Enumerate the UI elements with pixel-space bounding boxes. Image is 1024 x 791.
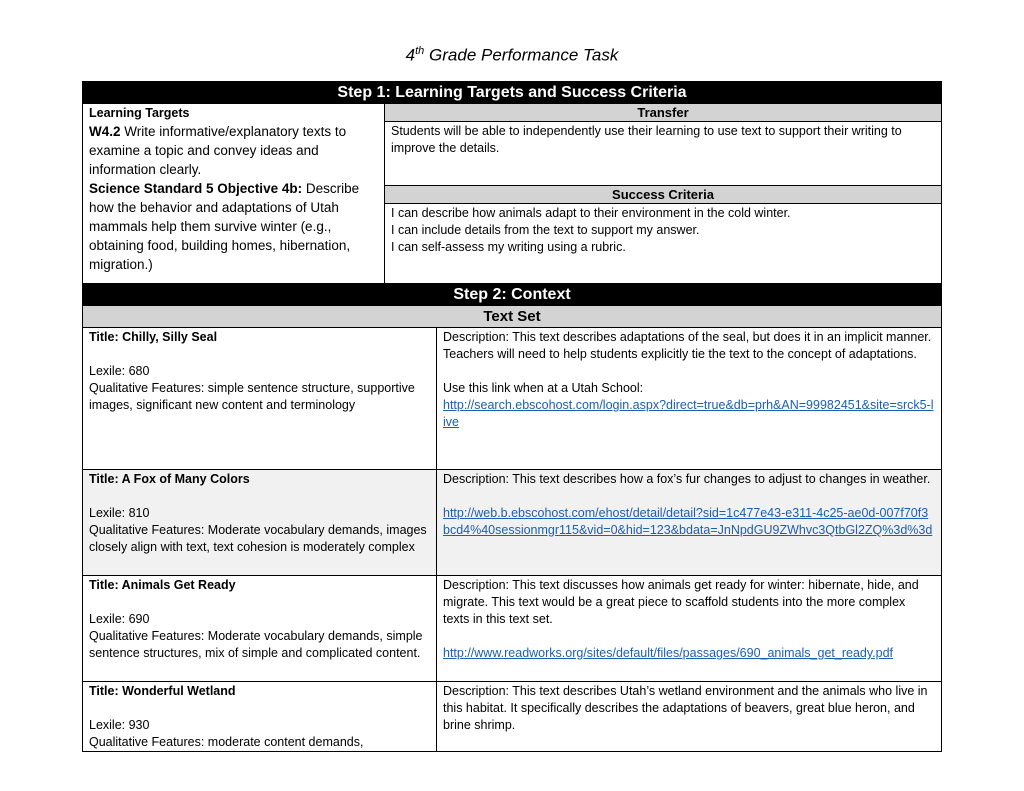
text-link[interactable]: http://web.b.ebscohost.com/ehost/detail/detail?sid=1c477e43-e311-4c25-ae0d-007f70f3bcd4%40sessionmgr115&vid=0&hid=123&bdata=JnNpdGU9ZWhvc3QtbGl2ZQ%3d%3d [443, 506, 933, 537]
table-row [83, 328, 942, 470]
text-qualitative: Qualitative Features: Moderate vocabulary demands, simple sentence structures, mix of simple and complicated content. [89, 629, 423, 660]
text-title: Title: Wonderful Wetland [89, 684, 236, 698]
success-criterion: I can describe how animals adapt to their environment in the cold winter. [391, 206, 791, 220]
document-title: 4th Grade Performance Task [405, 45, 619, 65]
performance-task-table [82, 81, 941, 752]
text-qualitative: Qualitative Features: Moderate vocabulary demands, images closely align with text, text cohesion is moderately complex [89, 523, 427, 554]
text-description-cell [437, 470, 942, 576]
text-title: Title: Animals Get Ready [89, 578, 236, 592]
text-title: Title: Chilly, Silly Seal [89, 330, 218, 344]
step2-header: Step 2: Context [83, 284, 942, 306]
text-info-cell [83, 328, 437, 470]
learning-targets-label: Learning Targets [89, 106, 190, 120]
learning-targets-cell [83, 104, 385, 284]
text-description-cell [437, 682, 942, 752]
step1-header: Step 1: Learning Targets and Success Criteria [83, 82, 942, 104]
text-title: Title: A Fox of Many Colors [89, 472, 250, 486]
table-row [83, 576, 942, 682]
text-lexile: Lexile: 810 [89, 506, 150, 520]
success-criteria-list [385, 204, 942, 284]
text-link[interactable]: http://search.ebscohost.com/login.aspx?direct=true&db=prh&AN=99982451&site=srck5-live [443, 398, 934, 429]
text-info-cell [83, 470, 437, 576]
text-lexile: Lexile: 680 [89, 364, 150, 378]
table-row [83, 682, 942, 752]
text-note: Use this link when at a Utah School: [443, 381, 644, 395]
success-criterion: I can self-assess my writing using a rubric. [391, 240, 626, 254]
success-criteria-header: Success Criteria [385, 186, 942, 204]
text-info-cell [83, 576, 437, 682]
text-description: Description: This text describes Utah’s wetland environment and the animals who live in this habitat. It specifically describes the adaptations of beavers, great blue heron, and brine shrimp. [443, 684, 928, 732]
w42-target: W4.2 Write informative/explanatory texts to examine a topic and convey ideas and information clearly. [89, 124, 347, 177]
text-qualitative: Qualitative Features: simple sentence structure, supportive images, significant new content and terminology [89, 381, 415, 412]
text-lexile: Lexile: 930 [89, 718, 150, 732]
text-set-header: Text Set [83, 306, 942, 328]
text-link[interactable]: http://www.readworks.org/sites/default/files/passages/690_animals_get_ready.pdf [443, 646, 894, 660]
text-description-cell [437, 328, 942, 470]
transfer-header: Transfer [385, 104, 942, 122]
science-standard-target: Science Standard 5 Objective 4b: Describe how the behavior and adaptations of Utah mammals help them survive winter (e.g., obtaining food, building homes, hibernation, migration.) [89, 181, 360, 272]
table-row [83, 470, 942, 576]
text-info-cell [83, 682, 437, 752]
transfer-text: Students will be able to independently use their learning to use text to support their writing to improve the details. [385, 122, 942, 186]
text-lexile: Lexile: 690 [89, 612, 150, 626]
text-description: Description: This text discusses how animals get ready for winter: hibernate, hide, and migrate. This text would be a great piece to scaffold students into the more complex texts in this text set. [443, 578, 919, 626]
text-description: Description: This text describes how a fox’s fur changes to adjust to changes in weather. [443, 472, 931, 486]
text-description-cell [437, 576, 942, 682]
text-description: Description: This text describes adaptations of the seal, but does it in an implicit manner. Teachers will need to help students explicitly tie the text to the concept of adaptations. [443, 330, 932, 361]
success-criterion: I can include details from the text to support my answer. [391, 223, 700, 237]
text-qualitative: Qualitative Features: moderate content demands, [89, 735, 364, 749]
